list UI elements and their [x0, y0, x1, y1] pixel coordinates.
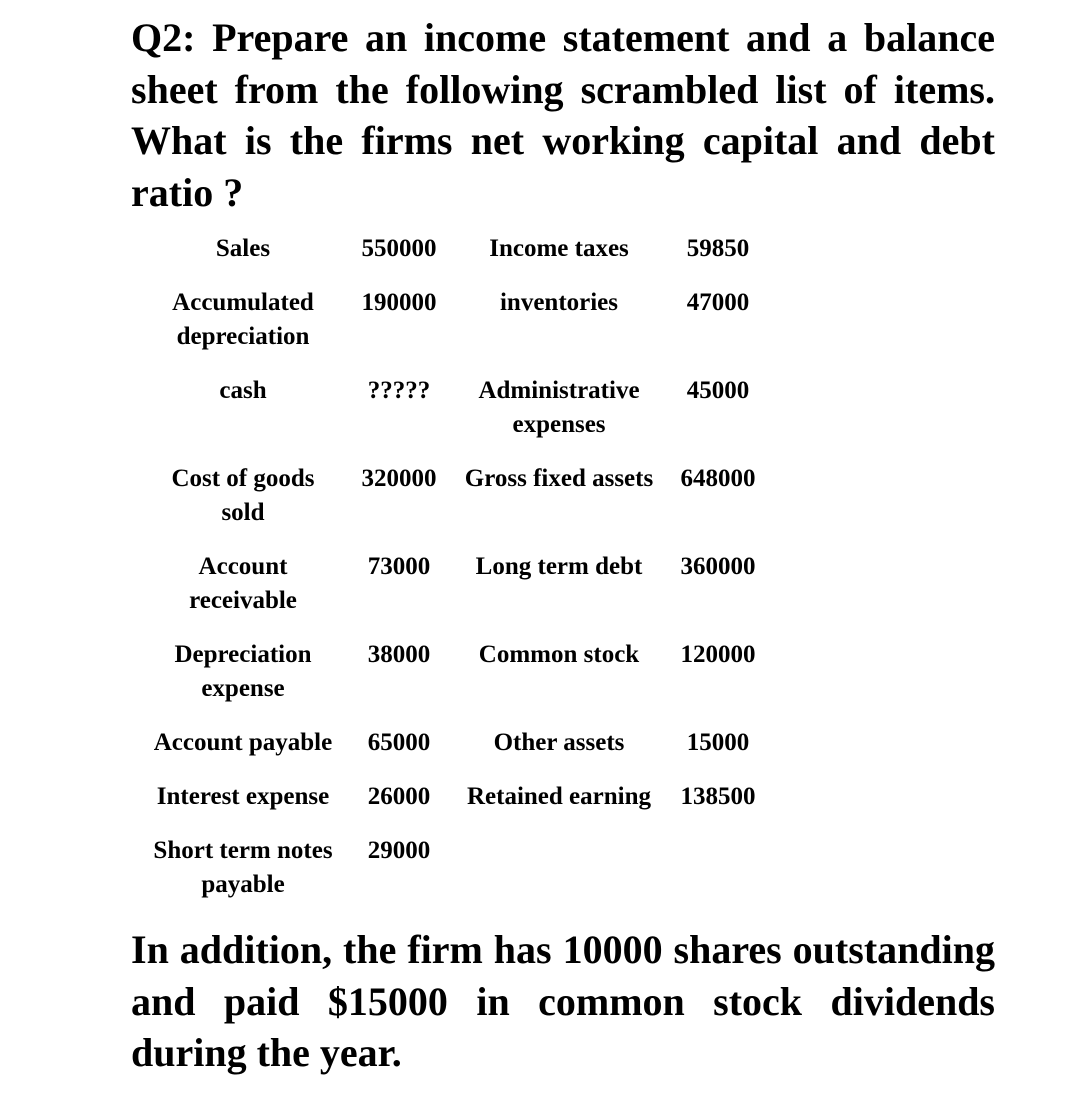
table-row: [136, 286, 766, 374]
item-name: Gross fixed assets: [464, 465, 654, 492]
item-value: 120000: [680, 641, 756, 668]
item-value: 65000: [367, 729, 431, 756]
item-name: Short term notes payable: [153, 837, 333, 898]
item-value: [670, 834, 766, 922]
table-row: [136, 232, 766, 286]
item-value: 26000: [367, 783, 431, 810]
item-name: cash: [219, 377, 267, 404]
item-name: Depreciation expense: [174, 641, 312, 702]
item-name: Sales: [215, 235, 271, 262]
item-name: Other assets: [493, 729, 625, 756]
item-value: ?????: [367, 377, 431, 404]
item-value: 550000: [361, 235, 437, 262]
item-value: 360000: [680, 553, 756, 580]
items-table: [136, 232, 766, 922]
item-name: Administrative expenses: [478, 377, 640, 438]
item-value: 45000: [686, 377, 750, 404]
item-value: 38000: [367, 641, 431, 668]
table-row: [136, 638, 766, 726]
table-row: [136, 834, 766, 922]
table-row: [136, 550, 766, 638]
question-text: Q2: Prepare an income statement and a balance sheet from the following scrambled list of items. What is the firms net working capital and debt ratio ?: [131, 15, 995, 215]
item-name: Account receivable: [189, 553, 297, 614]
item-name: Interest expense: [156, 783, 330, 810]
item-name: Accumulated depreciation: [172, 289, 314, 350]
item-name: [448, 834, 670, 922]
item-name: Income taxes: [489, 235, 629, 262]
table-row: [136, 374, 766, 462]
item-value: 320000: [361, 465, 437, 492]
item-name: Common stock: [478, 641, 640, 668]
addition-text: In addition, the firm has 10000 shares outstanding and paid $15000 in common stock dividends during the year.: [131, 927, 995, 1075]
table-row: [136, 780, 766, 834]
item-value: 59850: [686, 235, 750, 262]
item-value: 15000: [686, 729, 750, 756]
item-name: Long term debt: [475, 553, 643, 580]
table-row: [136, 462, 766, 550]
item-value: 190000: [361, 289, 437, 316]
item-value: 29000: [367, 837, 431, 864]
item-name: Retained earning: [466, 783, 652, 810]
item-value: 648000: [680, 465, 756, 492]
table-row: [136, 726, 766, 780]
item-name: Account payable: [153, 729, 333, 756]
item-value: 47000: [686, 289, 750, 316]
item-name: Cost of goods sold: [171, 465, 315, 526]
item-value: 73000: [367, 553, 431, 580]
item-value: 138500: [680, 783, 756, 810]
item-name: inventories: [499, 289, 619, 316]
